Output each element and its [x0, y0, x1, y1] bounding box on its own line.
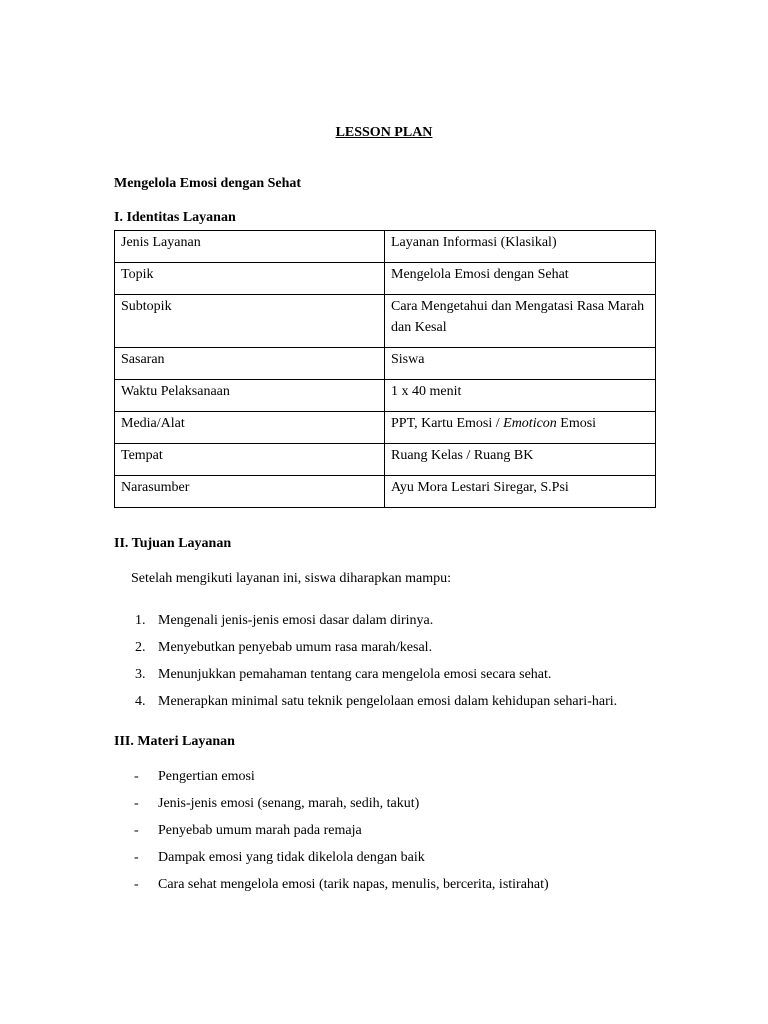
list-text: Jenis-jenis emosi (senang, marah, sedih, takut) [158, 796, 420, 811]
table-row [115, 231, 656, 263]
objectives-list [114, 612, 617, 720]
list-text: Menunjukkan pemahaman tentang cara mengelola emosi secara sehat. [158, 667, 552, 682]
list-text: Mengenali jenis-jenis emosi dasar dalam dirinya. [158, 613, 434, 628]
list-item [114, 612, 617, 639]
table-row [115, 380, 656, 412]
list-number: 4. [135, 694, 146, 709]
document-subtitle: Mengelola Emosi dengan Sehat [114, 176, 302, 191]
table-cell-label: Waktu Pelaksanaan [115, 380, 385, 412]
list-text: Cara sehat mengelola emosi (tarik napas, menulis, bercerita, istirahat) [158, 877, 549, 892]
list-text: Penyebab umum marah pada remaja [158, 823, 362, 838]
list-item [114, 795, 549, 822]
table-row [115, 295, 656, 348]
table-cell-label: Subtopik [115, 295, 385, 348]
bullet-dash: - [134, 823, 139, 838]
section-heading-identitas: I. Identitas Layanan [114, 210, 236, 225]
table-row [115, 476, 656, 508]
list-text: Menerapkan minimal satu teknik pengelolaan emosi dalam kehidupan sehari-hari. [158, 694, 618, 709]
table-cell-value: Mengelola Emosi dengan Sehat [385, 263, 656, 295]
list-number: 3. [135, 667, 146, 682]
table-cell-value: Layanan Informasi (Klasikal) [385, 231, 656, 263]
value-italic: Emoticon [503, 416, 557, 431]
identity-table [114, 230, 656, 508]
bullet-dash: - [134, 877, 139, 892]
list-item [114, 768, 549, 795]
table-row [115, 263, 656, 295]
table-cell-value: Ruang Kelas / Ruang BK [385, 444, 656, 476]
list-text: Dampak emosi yang tidak dikelola dengan baik [158, 850, 425, 865]
bullet-dash: - [134, 796, 139, 811]
table-cell-label: Sasaran [115, 348, 385, 380]
list-text: Menyebutkan penyebab umum rasa marah/kesal. [158, 640, 433, 655]
bullet-dash: - [134, 769, 139, 784]
value-suffix: Emosi [556, 416, 597, 431]
materials-list [114, 768, 549, 903]
table-cell-value: Ayu Mora Lestari Siregar, S.Psi [385, 476, 656, 508]
list-item [114, 849, 549, 876]
table-cell-value: 1 x 40 menit [385, 380, 656, 412]
value-prefix: PPT, Kartu Emosi / [391, 416, 504, 431]
list-text: Pengertian emosi [158, 769, 255, 784]
list-number: 1. [135, 613, 146, 628]
bullet-dash: - [134, 850, 139, 865]
document-title: LESSON PLAN [335, 125, 433, 140]
table-cell-value: Siswa [385, 348, 656, 380]
list-number: 2. [135, 640, 146, 655]
table-cell-value [385, 412, 656, 444]
table-row [115, 444, 656, 476]
table-cell-label: Tempat [115, 444, 385, 476]
table-row [115, 412, 656, 444]
section-heading-tujuan: II. Tujuan Layanan [114, 536, 232, 551]
list-item [114, 876, 549, 903]
table-cell-label: Media/Alat [115, 412, 385, 444]
list-item [114, 693, 617, 720]
objectives-intro: Setelah mengikuti layanan ini, siswa diharapkan mampu: [131, 571, 451, 586]
list-item [114, 639, 617, 666]
table-cell-label: Topik [115, 263, 385, 295]
section-heading-materi: III. Materi Layanan [114, 734, 235, 749]
table-cell-value: Cara Mengetahui dan Mengatasi Rasa Marah dan Kesal [385, 295, 656, 348]
list-item [114, 822, 549, 849]
table-row [115, 348, 656, 380]
list-item [114, 666, 617, 693]
table-cell-label: Narasumber [115, 476, 385, 508]
table-cell-label: Jenis Layanan [115, 231, 385, 263]
